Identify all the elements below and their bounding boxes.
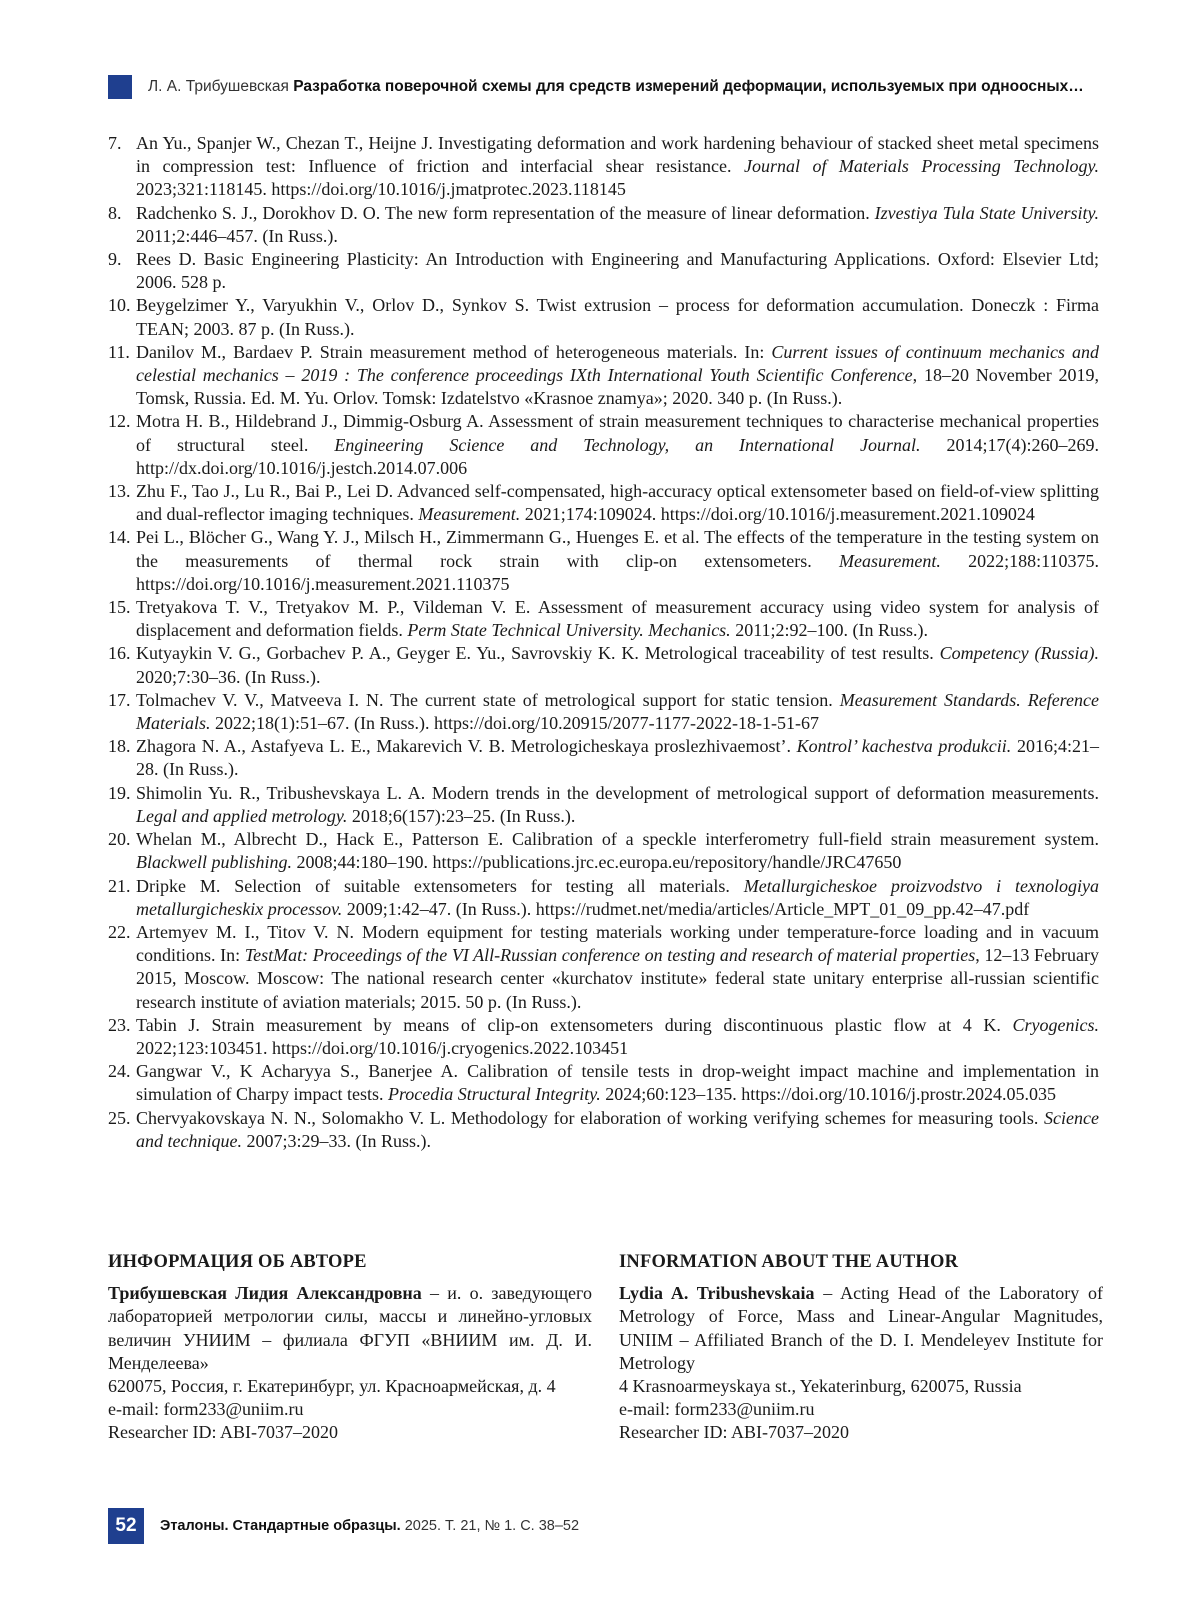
reference-details: 2022;188:110375. https://doi.org/10.1016/j.measurement.2021.110375 <box>136 550 1099 594</box>
author-address-ru: 620075, Россия, г. Екатеринбург, ул. Красноармейская, д. 4 <box>108 1376 556 1397</box>
reference-number: 19. <box>108 782 131 803</box>
reference-source: Competency (Russia). <box>939 643 1099 664</box>
author-info-en <box>619 1251 1103 1445</box>
reference-item <box>108 1060 1099 1106</box>
reference-text: Zhagora N. A., Astafyeva L. E., Makarevich V. B. Metrologicheskaya proslezhivaemost’. <box>136 736 797 757</box>
reference-item <box>108 526 1099 596</box>
reference-item <box>108 735 1099 781</box>
header-title: Разработка поверочной схемы для средств измерений деформации, используемых при одноосных… <box>293 78 1084 95</box>
reference-details: 2016;4:21–28. (In Russ.). <box>136 736 1099 780</box>
author-name-ru: Трибушевская Лидия Александровна <box>108 1283 422 1304</box>
reference-number: 9. <box>108 249 122 270</box>
header-marker-square <box>108 75 132 99</box>
author-info-heading-en: INFORMATION ABOUT THE AUTHOR <box>619 1252 959 1272</box>
reference-number: 16. <box>108 643 131 664</box>
reference-source: Journal of Materials Processing Technology. <box>743 156 1100 177</box>
reference-item <box>108 202 1099 248</box>
reference-item <box>108 341 1099 411</box>
reference-details: 2022;18(1):51–67. (In Russ.). https://doi.org/10.20915/2077-1177-2022-18-1-51-67 <box>210 713 819 734</box>
reference-text: An Yu., Spanjer W., Chezan T., Heijne J. Investigating deformation and work hardening behaviour of stacked sheet metal specimens in compression test: Influence of friction and interfacial shear resistance. <box>136 133 1099 177</box>
reference-item <box>108 782 1099 828</box>
reference-number: 21. <box>108 875 131 896</box>
reference-source: Perm State Technical University. Mechanics. <box>407 620 731 641</box>
journal-citation <box>160 1518 579 1534</box>
page-footer <box>108 1508 579 1544</box>
author-info-heading-ru: ИНФОРМАЦИЯ ОБ АВТОРЕ <box>108 1252 367 1272</box>
reference-details: 2022;123:103451. https://doi.org/10.1016/j.cryogenics.2022.103451 <box>136 1037 629 1058</box>
author-address-en: 4 Krasnoarmeyskaya st., Yekaterinburg, 620075, Russia <box>619 1376 1022 1397</box>
reference-details: 2009;1:42–47. (In Russ.). https://rudmet.net/media/articles/Article_MPT_01_09_pp.42–47.pdf <box>342 898 1030 919</box>
reference-number: 22. <box>108 921 131 942</box>
reference-source: Metallurgicheskoe proizvodstvo i texnologiya metallurgicheskix processov. <box>136 875 1099 919</box>
reference-details: 2018;6(157):23–25. (In Russ.). <box>347 805 576 826</box>
journal-name: Эталоны. Стандартные образцы. <box>160 1518 401 1534</box>
reference-number: 24. <box>108 1061 131 1082</box>
reference-source: Measurement. <box>839 550 941 571</box>
reference-source: Measurement. <box>418 504 521 525</box>
reference-number: 13. <box>108 481 131 502</box>
reference-item <box>108 596 1099 642</box>
reference-item <box>108 1014 1099 1060</box>
reference-item <box>108 480 1099 526</box>
reference-details: , 12–13 February 2015, Moscow. Moscow: The national research center «kurchatov institute» federal state unitary enterprise all-russian scientific research institute of aviation materials; 2015. 50 p. (In Russ.). <box>136 945 1099 1012</box>
reference-details: 2020;7:30–36. (In Russ.). <box>136 666 321 687</box>
reference-text: Chervyakovskaya N. N., Solomakho V. L. Methodology for elaboration of working verifying schemes for measuring tools. <box>136 1107 1045 1128</box>
author-info-ru <box>108 1251 592 1445</box>
author-role-en: – Acting Head of the Laboratory of Metrology of Force, Mass and Linear-Angular Magnitudes, UNIIM – Affiliated Branch of the D. I. Mendeleyev Institute for Metrology <box>619 1283 1103 1373</box>
reference-details: 2024;60:123–135. https://doi.org/10.1016/j.prostr.2024.05.035 <box>600 1084 1056 1105</box>
reference-details: 2011;2:446–457. (In Russ.). <box>136 225 338 246</box>
reference-source: Current issues of continuum mechanics and celestial mechanics – 2019 : The conference proceedings IXth International Youth Scientific Conference <box>136 341 1099 386</box>
header-author: Л. А. Трибушевская <box>148 78 289 95</box>
reference-number: 14. <box>108 527 131 548</box>
reference-number: 23. <box>108 1014 131 1035</box>
author-email-ru: e-mail: form233@uniim.ru <box>108 1399 304 1420</box>
reference-text: Tolmachev V. V., Matveeva I. N. The current state of metrological support for static tension. <box>136 689 840 710</box>
reference-item <box>108 921 1099 1014</box>
author-bio-en <box>619 1282 1103 1375</box>
reference-source: Engineering Science and Technology, an International Journal. <box>334 434 921 455</box>
reference-item <box>108 828 1099 874</box>
reference-text: Motra H. B., Hildebrand J., Dimmig-Osburg A. Assessment of strain measurement techniques to characterise mechanical properties of structural steel. <box>136 411 1099 455</box>
reference-number: 15. <box>108 597 131 618</box>
reference-number: 25. <box>108 1107 131 1128</box>
reference-item <box>108 132 1099 202</box>
page-number: 52 <box>108 1508 144 1544</box>
reference-details: 2008;44:180–190. https://publications.jrc.ec.europa.eu/repository/handle/JRC47650 <box>291 852 902 873</box>
reference-text: Artemyev M. I., Titov V. N. Modern equipment for testing materials working under temperature-force loading and in vacuum conditions. In: <box>136 921 1099 966</box>
reference-item <box>108 642 1099 688</box>
reference-number: 7. <box>108 133 122 153</box>
reference-item <box>108 875 1099 921</box>
reference-text: Zhu F., Tao J., Lu R., Bai P., Lei D. Advanced self-compensated, high-accuracy optical extensometer based on field-of-view splitting and dual-reflector imaging techniques. <box>136 481 1099 525</box>
reference-number: 18. <box>108 736 131 757</box>
header-text <box>148 78 1084 96</box>
reference-text: Radchenko S. J., Dorokhov D. O. The new form representation of the measure of linear deformation. <box>136 202 875 223</box>
reference-source: Kontrol’ kachestva produkcii. <box>796 736 1012 757</box>
reference-number: 12. <box>108 411 131 432</box>
reference-details: 2023;321:118145. https://doi.org/10.1016/j.jmatprotec.2023.118145 <box>136 179 626 200</box>
reference-number: 11. <box>108 341 130 362</box>
author-name-en: Lydia A. Tribushevskaia <box>619 1283 815 1304</box>
reference-text: Whelan M., Albrecht D., Hack E., Patterson E. Calibration of a speckle interferometry full-field strain measurement system. <box>136 829 1099 850</box>
reference-source: Legal and applied metrology. <box>136 805 348 826</box>
reference-item <box>108 248 1099 294</box>
reference-text: Gangwar V., K Acharyya S., Banerjee A. Calibration of tensile tests in drop-weight impact machine and implementation in simulation of Charpy impact tests. <box>136 1061 1099 1105</box>
reference-text: Tretyakova T. V., Tretyakov M. P., Vildeman V. E. Assessment of measurement accuracy using video system for analysis of displacement and deformation fields. <box>136 597 1099 641</box>
reference-details: 2021;174:109024. https://doi.org/10.1016/j.measurement.2021.109024 <box>520 504 1035 525</box>
reference-source: Science and technique. <box>136 1107 1099 1151</box>
reference-item <box>108 689 1099 735</box>
reference-text: Tabin J. Strain measurement by means of clip-on extensometers during discontinuous plastic flow at 4 K. <box>136 1014 1013 1035</box>
reference-number: 8. <box>108 202 122 223</box>
running-header <box>108 74 1098 100</box>
reference-details: 2007;3:29–33. (In Russ.). <box>241 1130 431 1151</box>
reference-text: Rees D. Basic Engineering Plasticity: An Introduction with Engineering and Manufacturing Applications. Oxford: Elsevier Ltd; 2006. 528 p. <box>136 249 1099 293</box>
reference-list <box>108 132 1099 1153</box>
reference-details: 2014;17(4):260–269. http://dx.doi.org/10.1016/j.jestch.2014.07.006 <box>136 434 1099 478</box>
reference-source: TestMat: Proceedings of the VI All-Russian conference on testing and research of material properties <box>244 945 976 966</box>
author-email-en: e-mail: form233@uniim.ru <box>619 1399 815 1420</box>
reference-source: Izvestiya Tula State University. <box>874 202 1099 223</box>
reference-source: Procedia Structural Integrity. <box>387 1084 601 1105</box>
reference-details: 2011;2:92–100. (In Russ.). <box>730 620 929 641</box>
reference-text: Shimolin Yu. R., Tribushevskaya L. A. Modern trends in the development of metrological support of deformation measurements. <box>136 782 1099 803</box>
reference-item <box>108 410 1099 480</box>
journal-issue: 2025. Т. 21, № 1. С. 38–52 <box>400 1518 580 1534</box>
reference-text: Kutyaykin V. G., Gorbachev P. A., Geyger E. Yu., Savrovskiy K. K. Metrological traceability of test results. <box>136 643 940 664</box>
reference-source: Cryogenics. <box>1012 1014 1099 1035</box>
reference-source: Blackwell publishing. <box>136 852 292 873</box>
author-researcher-id-ru: Researcher ID: ABI-7037–2020 <box>108 1422 338 1443</box>
reference-text: Danilov M., Bardaev P. Strain measurement method of heterogeneous materials. In: <box>136 341 772 362</box>
author-info-section <box>108 1251 1103 1445</box>
author-bio-ru <box>108 1282 592 1375</box>
reference-source: Measurement Standards. Reference Materials. <box>136 689 1099 734</box>
reference-item <box>108 1107 1099 1153</box>
reference-text: Dripke M. Selection of suitable extensometers for testing all materials. <box>136 875 744 896</box>
reference-text: Pei L., Blöcher G., Wang Y. J., Milsch H., Zimmermann G., Huenges E. et al. The effects of the temperature in the testing system on the measurements of thermal rock strain with clip-on extensometers. <box>136 527 1099 571</box>
author-role-ru: – и. о. заведующего лабораторией метрологии силы, массы и линейно-угловых величин УНИИМ – филиала ФГУП «ВНИИМ им. Д. И. Менделеева» <box>108 1283 592 1373</box>
reference-details: , 18–20 November 2019, Tomsk, Russia. Ed. M. Yu. Orlov. Tomsk: Izdatelstvo «Krasnoe znamya»; 2020. 340 p. (In Russ.). <box>136 365 1100 409</box>
reference-number: 10. <box>108 295 131 316</box>
author-researcher-id-en: Researcher ID: ABI-7037–2020 <box>619 1422 849 1443</box>
reference-number: 20. <box>108 829 131 850</box>
reference-number: 17. <box>108 689 131 710</box>
reference-text: Beygelzimer Y., Varyukhin V., Orlov D., Synkov S. Twist extrusion – process for deformation accumulation. Doneczk : Firma TEAN; 2003. 87 p. (In Russ.). <box>136 295 1099 339</box>
reference-item <box>108 294 1099 340</box>
